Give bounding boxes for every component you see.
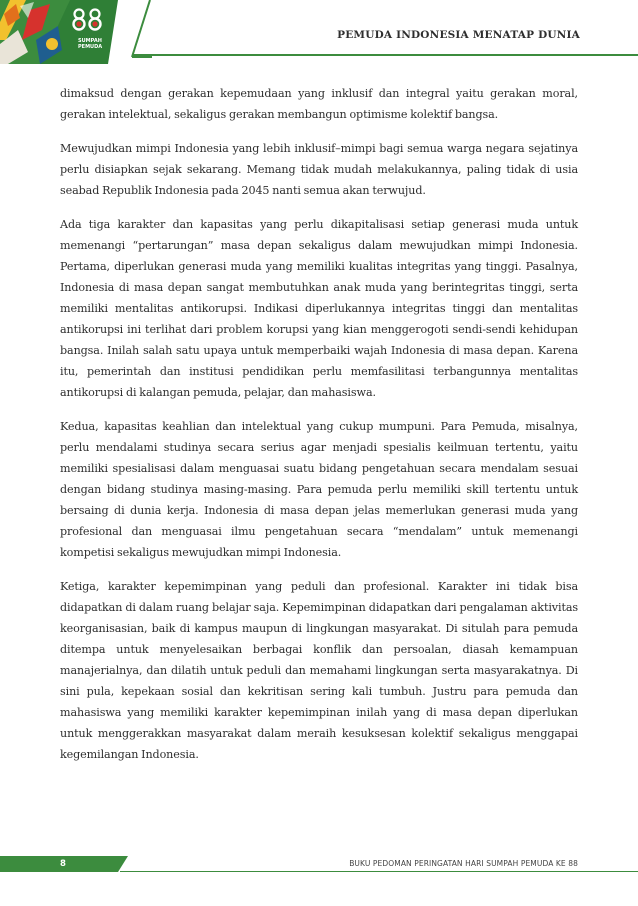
logo-line-2: PEMUDA (78, 44, 103, 50)
paragraph: dimaksud dengan gerakan kepemudaan yang inklusif dan integral yaitu gerakan moral, gerakan intelektual, sekaligus gerakan membangun optimisme kolektif bangsa. (60, 87, 578, 121)
paragraph: Ada tiga karakter dan kapasitas yang perlu dikapitalisasi setiap generasi muda untuk memenangi “pertarungan” masa depan sekaligus dalam mewujudkan mimpi Indonesia. Pertama, diperlukan generasi muda yang memiliki kualitas integritas yang tinggi. Pasalnya, Indonesia di masa depan sangat membutuhkan anak muda yang berintegritas tinggi, serta memiliki mentalitas antikorupsi. Indikasi diperlukannya integritas tinggi dan mentalitas antikorupsi ini terlihat dari problem korupsi yang kian menggerogoti sendi-sendi kehidupan bangsa. Inilah salah satu upaya untuk memperbaiki wajah Indonesia di masa depan. Karena itu, pemerintah dan institusi pendidikan perlu memfasilitasi terbangunnya mentalitas antikorupsi di kalangan pemuda, pelajar, dan mahasiswa. (60, 218, 578, 399)
sumpah-pemuda-88-icon (70, 8, 106, 32)
logo-caption (78, 38, 102, 50)
footer-book-title: BUKU PEDOMAN PERINGATAN HARI SUMPAH PEMUDA KE 88 (349, 859, 578, 868)
page-header (0, 0, 638, 64)
logo-line-1: SUMPAH (78, 38, 102, 44)
paragraph: Mewujudkan mimpi Indonesia yang lebih inklusif–mimpi bagi semua warga negara sejatinya perlu disiapkan sejak sekarang. Memang tidak mudah melakukannya, paling tidak di usia seabad Republik Indonesia pada 2045 nanti semua akan terwujud. (60, 142, 578, 197)
running-header-title: PEMUDA INDONESIA MENATAP DUNIA (337, 29, 580, 41)
footer-rule (120, 871, 638, 872)
main-text (60, 83, 578, 778)
header-rule (132, 0, 638, 56)
page-footer (0, 856, 638, 872)
header-logo-area (0, 0, 118, 64)
paragraph: Kedua, kapasitas keahlian dan intelektual yang cukup mumpuni. Para Pemuda, misalnya, perlu mendalami studinya secara serius agar menjadi spesialis keilmuan tertentu, yaitu memiliki spesialisasi dalam menguasai suatu bidang pengetahuan secara mendalam sesuai dengan bidang studinya masing-masing. Para pemuda perlu memiliki skill tertentu untuk bersaing di dunia kerja. Indonesia di masa depan jelas memerlukan generasi muda yang profesional dan menguasai ilmu pengetahuan secara “mendalam” untuk memenangi kompetisi sekaligus mewujudkan mimpi Indonesia. (60, 420, 578, 559)
page-number: 8 (60, 859, 66, 869)
paragraph: Ketiga, karakter kepemimpinan yang peduli dan profesional. Karakter ini tidak bisa didapatkan di dalam ruang belajar saja. Kepemimpinan didapatkan dari pengalaman aktivitas keorganisasian, baik di kampus maupun di lingkungan masyarakat. Di situlah para pemuda ditempa untuk menyelesaikan berbagai konflik dan persoalan, diasah kemampuan manajerialnya, dan dilatih untuk peduli dan memahami lingkungan serta masyarakatnya. Di sini pula, kepekaan sosial dan kekritisan sering kali tumbuh. Justru para pemuda dan mahasiswa yang memiliki karakter kepemimpinan inilah yang di masa depan diperlukan untuk menggerakkan masyarakat dalam meraih kesuksesan kolektif sekaligus menggapai kegemilangan Indonesia. (60, 580, 578, 761)
sumpah-pemuda-logo (70, 8, 106, 64)
